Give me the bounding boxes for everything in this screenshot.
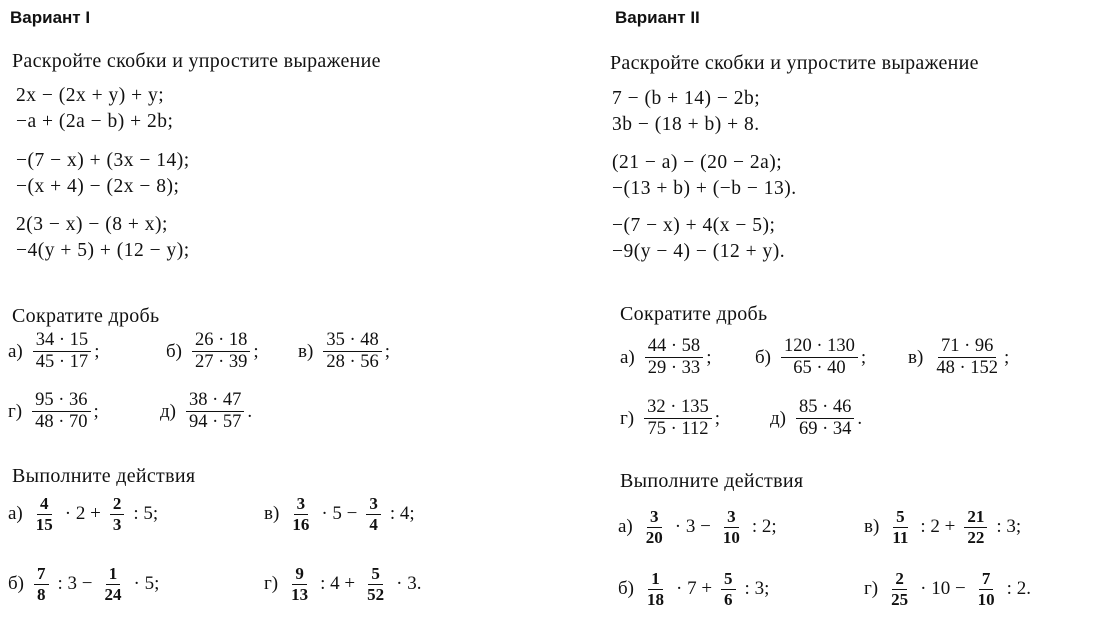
numerator: 38 · 47 — [186, 391, 244, 412]
fraction — [964, 508, 987, 547]
numerator: 3 — [647, 508, 662, 528]
fraction — [110, 495, 125, 534]
denominator: 27 · 39 — [195, 352, 248, 373]
fraction — [643, 508, 666, 547]
expression-line: 3b − (18 + b) + 8. — [612, 114, 760, 135]
denominator: 6 — [724, 589, 733, 609]
fraction-exercise — [770, 398, 862, 440]
numerator: 32 · 135 — [644, 398, 712, 419]
denominator: 29 · 33 — [647, 358, 701, 379]
denominator: 4 — [369, 514, 378, 534]
fraction — [288, 565, 311, 604]
expression-line: −(13 + b) + (−b − 13). — [612, 178, 797, 199]
denominator: 3 — [112, 514, 122, 534]
fraction — [889, 508, 911, 547]
denominator: 10 — [722, 527, 740, 547]
operation: · 7 + — [676, 578, 713, 600]
numerator: 26 · 18 — [192, 331, 250, 352]
fraction — [192, 331, 250, 373]
denominator: 69 · 34 — [799, 419, 852, 440]
denominator: 13 — [291, 584, 309, 604]
punctuation: . — [247, 400, 253, 422]
fraction-exercise — [620, 398, 720, 440]
operation: · 3. — [396, 573, 422, 595]
calculation-exercise — [864, 508, 1028, 547]
denominator: 24 — [104, 584, 122, 604]
numerator: 9 — [292, 565, 307, 585]
punctuation: ; — [253, 340, 259, 362]
fraction-exercise — [8, 391, 99, 433]
fraction — [289, 495, 312, 534]
calculation-exercise — [8, 565, 166, 604]
exercise-label: в) — [908, 346, 924, 368]
fraction — [32, 391, 90, 433]
expression-line: −9(y − 4) − (12 + y). — [612, 241, 786, 262]
expression-line: 7 − (b + 14) − 2b; — [612, 88, 761, 109]
expression-line: −(x + 4) − (2x − 8); — [16, 176, 180, 197]
calculation-exercise — [8, 495, 165, 534]
denominator: 10 — [977, 589, 995, 609]
operation: : 3 − — [57, 573, 93, 595]
denominator: 65 · 40 — [793, 358, 846, 379]
denominator: 25 — [891, 589, 909, 609]
numerator: 3 — [724, 508, 739, 528]
exercise-label: а) — [620, 346, 635, 368]
fraction — [34, 565, 49, 604]
exercise-label: в) — [864, 516, 880, 538]
exercise-label: д) — [160, 400, 176, 422]
operation: : 4 + — [320, 573, 356, 595]
numerator: 5 — [893, 508, 908, 528]
denominator: 48 · 70 — [35, 412, 88, 433]
fraction — [721, 570, 736, 609]
punctuation: ; — [1003, 346, 1010, 368]
exercise-label: д) — [770, 407, 786, 429]
task-heading-reduce-fraction: Сократите дробь — [620, 303, 768, 325]
fraction-exercise — [620, 337, 711, 379]
expression-line: 2x − (2x + y) + y; — [16, 85, 165, 106]
expression-line: −(7 − x) + (3x − 14); — [16, 150, 190, 171]
operation: : 5; — [133, 503, 159, 525]
punctuation: ; — [706, 346, 712, 368]
operation: · 10 − — [920, 578, 966, 600]
numerator: 5 — [368, 565, 383, 585]
fraction — [33, 495, 56, 534]
denominator: 48 · 152 — [936, 358, 998, 379]
fraction-exercise — [8, 331, 99, 373]
denominator: 52 — [367, 584, 385, 604]
numerator: 35 · 48 — [323, 331, 381, 352]
fraction — [781, 337, 858, 379]
fraction — [366, 495, 381, 534]
expression-line: −4(y + 5) + (12 − y); — [16, 240, 190, 261]
fraction-exercise — [755, 337, 866, 379]
denominator: 11 — [892, 527, 909, 547]
calculation-exercise — [264, 495, 422, 534]
exercise-label: в) — [298, 340, 314, 362]
denominator: 22 — [967, 527, 985, 547]
exercise-label: г) — [620, 407, 635, 429]
denominator: 45 · 17 — [35, 352, 89, 373]
task-heading-expand-brackets: Раскройте скобки и упростите выражение — [610, 52, 979, 74]
operation: : 2 + — [920, 516, 956, 538]
numerator: 1 — [106, 565, 121, 585]
denominator: 8 — [37, 584, 46, 604]
operation: : 3; — [996, 516, 1022, 538]
denominator: 28 · 56 — [326, 352, 379, 373]
numerator: 5 — [721, 570, 736, 590]
task-heading-reduce-fraction: Сократите дробь — [12, 305, 160, 327]
numerator: 7 — [34, 565, 49, 585]
exercise-label: а) — [618, 516, 633, 538]
exercise-label: г) — [264, 573, 279, 595]
task-heading-expand-brackets: Раскройте скобки и упростите выражение — [12, 50, 381, 72]
operation: : 3; — [744, 578, 770, 600]
fraction-exercise — [160, 391, 252, 433]
denominator: 15 — [35, 514, 53, 534]
fraction-exercise — [298, 331, 390, 373]
denominator: 94 · 57 — [189, 412, 242, 433]
fraction — [975, 570, 998, 609]
exercise-label: а) — [8, 340, 23, 362]
fraction-exercise — [166, 331, 259, 373]
calculation-exercise — [618, 570, 776, 609]
exercise-label: в) — [264, 503, 280, 525]
operation: : 4; — [389, 503, 415, 525]
fraction — [888, 570, 911, 609]
denominator: 16 — [292, 514, 310, 534]
task-heading-calculate: Выполните действия — [620, 470, 804, 492]
expression-line: −(7 − x) + 4(x − 5); — [612, 215, 776, 236]
fraction — [364, 565, 387, 604]
numerator: 7 — [979, 570, 994, 590]
numerator: 1 — [648, 570, 663, 590]
operation: · 2 + — [64, 503, 101, 525]
variant-title: Вариант I — [10, 8, 91, 27]
punctuation: ; — [93, 400, 99, 422]
numerator: 3 — [294, 495, 309, 515]
punctuation: ; — [94, 340, 100, 362]
fraction — [186, 391, 244, 433]
punctuation: . — [857, 407, 863, 429]
fraction — [933, 337, 1001, 379]
exercise-label: б) — [618, 578, 634, 600]
numerator: 120 · 130 — [781, 337, 858, 358]
operation: : 2; — [751, 516, 777, 538]
calculation-exercise — [864, 570, 1038, 609]
exercise-label: г) — [8, 400, 23, 422]
numerator: 71 · 96 — [938, 337, 996, 358]
punctuation: ; — [384, 340, 391, 362]
calculation-exercise — [618, 508, 784, 547]
expression-line: (21 − a) − (20 − 2a); — [612, 152, 783, 173]
expression-line: 2(3 − x) − (8 + x); — [16, 214, 168, 235]
numerator: 4 — [37, 495, 52, 515]
denominator: 20 — [645, 527, 663, 547]
punctuation: ; — [714, 407, 721, 429]
fraction-exercise — [908, 337, 1009, 379]
expression-line: −a + (2a − b) + 2b; — [16, 111, 174, 132]
denominator: 18 — [647, 589, 664, 609]
fraction — [644, 398, 712, 440]
exercise-label: а) — [8, 503, 23, 525]
numerator: 2 — [892, 570, 907, 590]
fraction — [720, 508, 743, 547]
exercise-label: г) — [864, 578, 879, 600]
numerator: 21 — [964, 508, 987, 528]
numerator: 95 · 36 — [32, 391, 90, 412]
fraction — [33, 331, 91, 373]
operation: : 2. — [1006, 578, 1031, 600]
fraction — [102, 565, 125, 604]
variant-title: Вариант II — [615, 8, 700, 27]
numerator: 3 — [366, 495, 381, 515]
denominator: 75 · 112 — [647, 419, 709, 440]
operation: · 5 − — [321, 503, 358, 525]
task-heading-calculate: Выполните действия — [12, 465, 196, 487]
exercise-label: б) — [166, 340, 182, 362]
exercise-label: б) — [755, 346, 771, 368]
numerator: 2 — [110, 495, 125, 515]
punctuation: ; — [860, 346, 867, 368]
operation: · 5; — [133, 573, 160, 595]
numerator: 34 · 15 — [33, 331, 91, 352]
operation: · 3 − — [674, 516, 711, 538]
numerator: 44 · 58 — [645, 337, 703, 358]
fraction — [645, 337, 703, 379]
numerator: 85 · 46 — [796, 398, 854, 419]
exercise-label: б) — [8, 573, 24, 595]
fraction — [796, 398, 854, 440]
calculation-exercise — [264, 565, 428, 604]
fraction — [323, 331, 381, 373]
fraction — [644, 570, 667, 609]
